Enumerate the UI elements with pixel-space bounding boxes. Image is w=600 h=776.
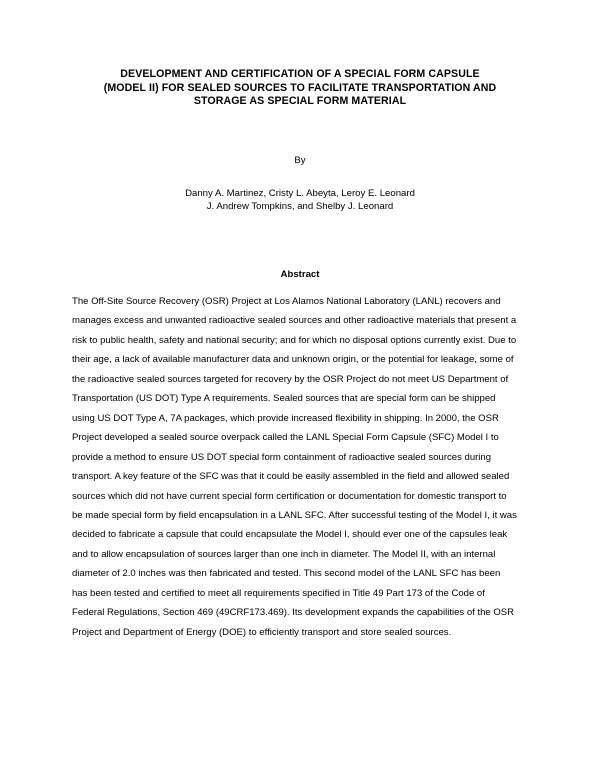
abstract-line: The Off-Site Source Recovery (OSR) Project at Los Alamos National Laboratory (LANL) recovers and (72, 296, 501, 307)
abstract-line: Project developed a sealed source overpack called the LANL Special Form Capsule (SFC) Model I to (72, 432, 499, 444)
title-line: (MODEL II) FOR SEALED SOURCES TO FACILITATE TRANSPORTATION AND (103, 81, 497, 94)
abstract-line: Transportation (US DOT) Type A requirements. Sealed sources that are special form can be shipped (72, 393, 496, 405)
abstract-line: Federal Regulations, Section 469 (49CRF173.469). Its development expands the capabilities of the OSR (72, 607, 515, 619)
abstract-line: transport. A key feature of the SFC was that it could be easily assembled in the field and allowed sealed (72, 471, 510, 483)
title-line: DEVELOPMENT AND CERTIFICATION OF A SPECIAL FORM CAPSULE (120, 68, 480, 80)
title-line: STORAGE AS SPECIAL FORM MATERIAL (193, 95, 407, 107)
author-line: Danny A. Martinez, Cristy L. Abeyta, Leroy E. Leonard (185, 188, 415, 199)
abstract-line: decided to fabricate a capsule that could encapsulate the Model I, should ever one of the capsules leak (72, 529, 508, 541)
abstract-line: manages excess and unwanted radioactive sealed sources and other radioactive materials that present a (72, 315, 517, 327)
abstract-line: using US DOT Type A, 7A packages, which provide increased flexibility in shipping. In 2000, the OSR (72, 412, 499, 424)
abstract-line: and to allow encapsulation of sources larger than one inch in diameter. The Model II, with an internal (72, 548, 496, 560)
abstract-heading: Abstract (280, 269, 320, 280)
abstract-line: the radioactive sealed sources targeted for recovery by the OSR Project do not meet US Department of (72, 373, 509, 385)
author-line: J. Andrew Tompkins, and Shelby J. Leonard (206, 200, 394, 212)
abstract-line: Project and Department of Energy (DOE) to efficiently transport and store sealed sources. (72, 626, 452, 638)
author-list (0, 188, 600, 213)
abstract-line: sources which did not have current special form certification or documentation for domestic transport to (72, 490, 507, 502)
abstract-line: provide a method to ensure US DOT special form containment of radioactive sealed sources during (72, 451, 492, 463)
abstract-line: diameter of 2.0 inches was then fabricated and tested. This second model of the LANL SFC has been (72, 568, 501, 580)
abstract-line: be made special form by field encapsulation in a LANL SFC. After successful testing of the Model I, it was (72, 509, 517, 521)
abstract-body (72, 292, 532, 642)
abstract-line: has been tested and certified to meet all requirements specified in Title 49 Part 173 of the Code of (72, 587, 485, 599)
abstract-line: risk to public health, safety and national security; and for which no disposal options currently exist. Due to (72, 334, 517, 346)
abstract-line: their age, a lack of available manufacturer data and unknown origin, or the potential for leakage, some of (72, 354, 514, 366)
by-line: By (294, 155, 306, 166)
paper-title (60, 68, 540, 109)
